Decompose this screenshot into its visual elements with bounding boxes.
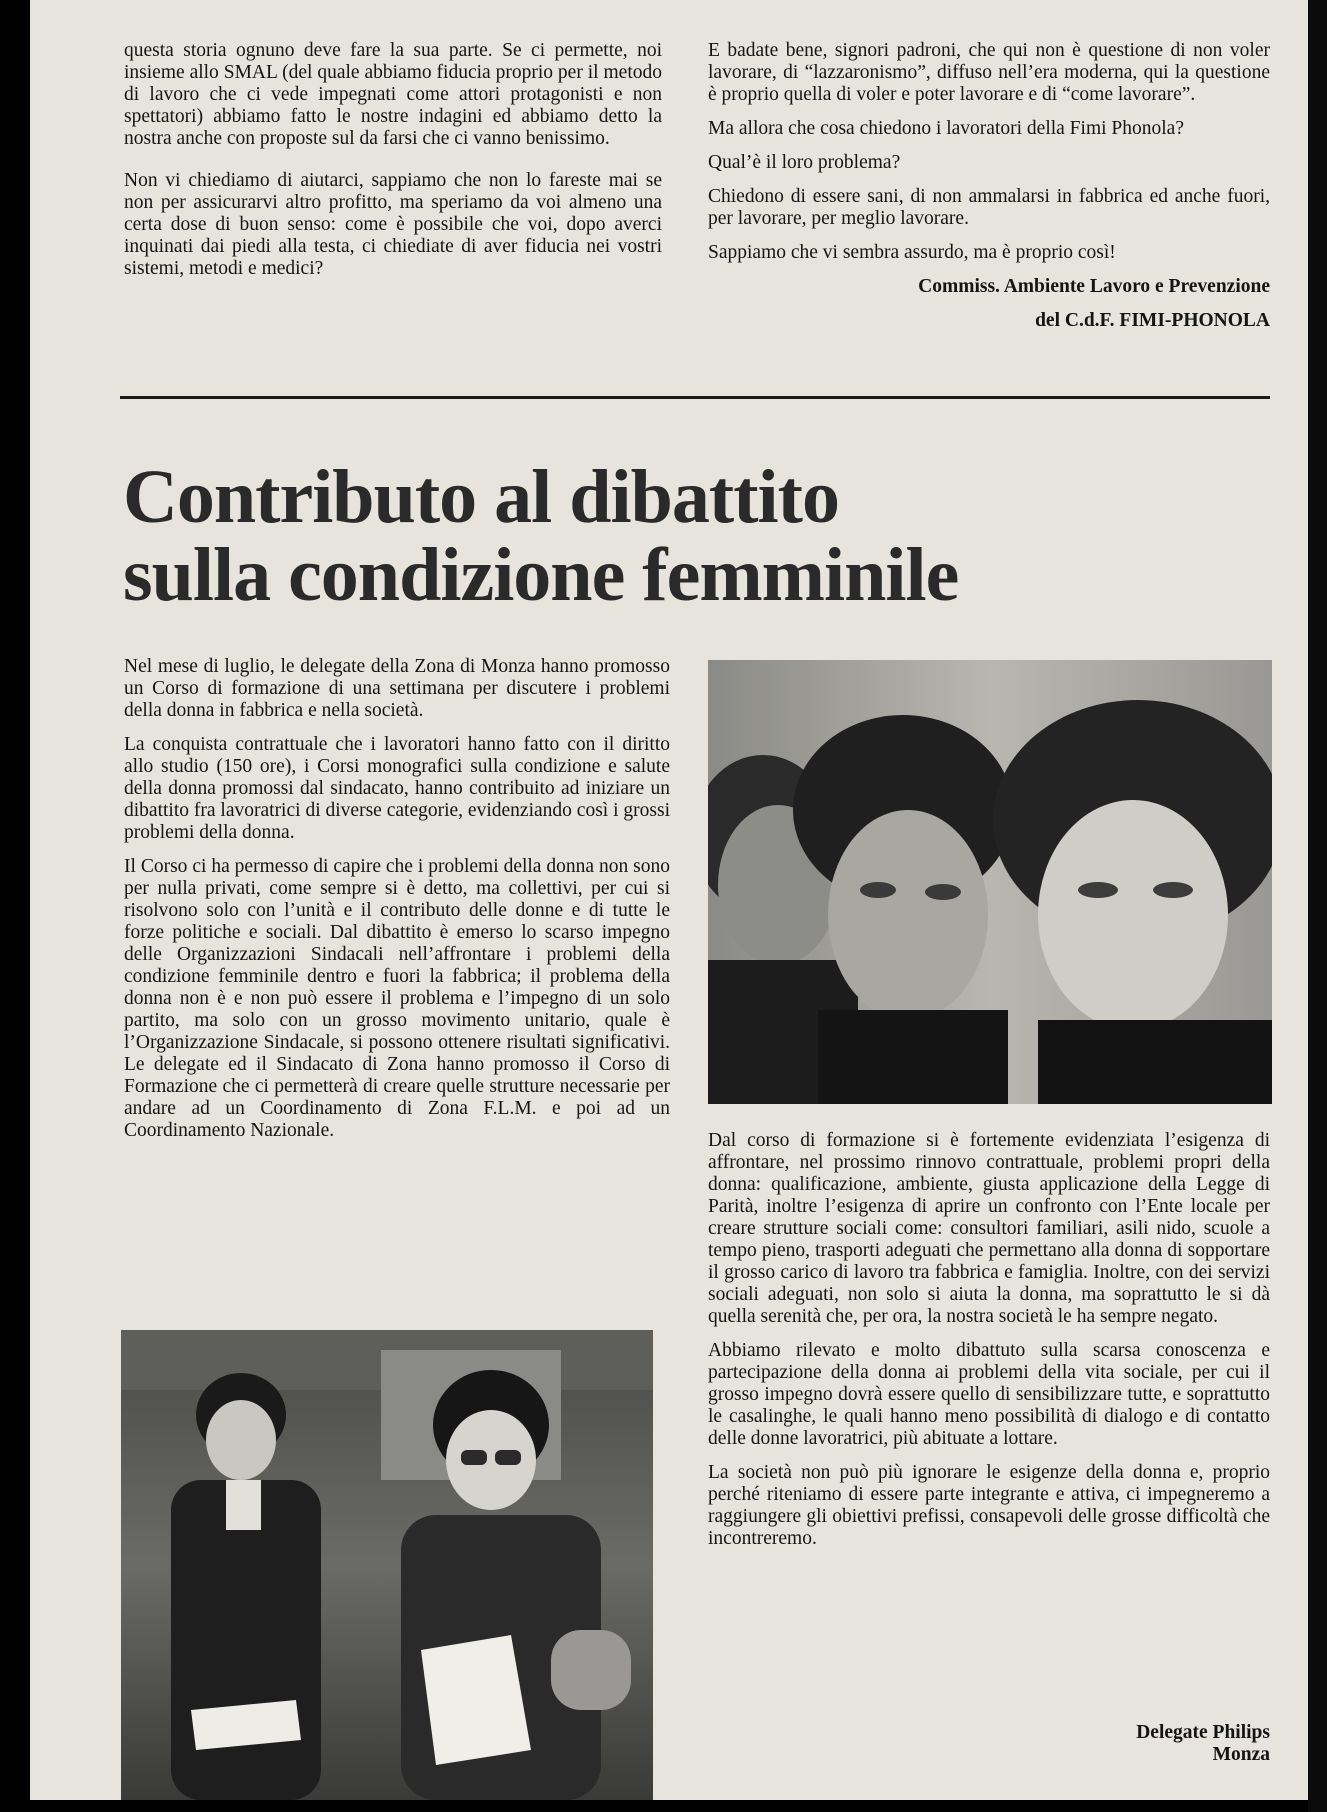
article-signature-line-1: Delegate Philips xyxy=(1136,1722,1270,1743)
article-signature-line-2: Monza xyxy=(1212,1744,1270,1765)
article-title xyxy=(123,455,1273,617)
photo-three-women-image xyxy=(708,660,1272,1104)
article-right-paragraph-2: Abbiamo rilevato e molto dibattuto sulla scarsa conoscenza e partecipazione della donna ai problemi della vita sociale, per cui il grosso impegno dovrà essere quello di sensibilizzare tutte, e soprattutto le casalinghe, le quali hanno meno possibilità di dialogo e di contatto delle donne lavoratrici, più abituate a lottare. xyxy=(708,1340,1270,1449)
article-left-paragraph-1: Nel mese di luglio, le delegate della Zona di Monza hanno promosso un Corso di formazione di una settimana per discutere i problemi della donna in fabbrica e nella società. xyxy=(124,656,670,721)
magazine-page xyxy=(30,0,1308,1800)
article-signature xyxy=(1030,1722,1270,1766)
article-title-line-2: sulla condizione femminile xyxy=(123,533,959,617)
photo-women-walking-image xyxy=(121,1330,653,1800)
top-right-paragraph-1: E badate bene, signori padroni, che qui non è questione di non voler lavorare, di “lazzaronismo”, diffuso nell’era moderna, qui la questione è proprio quella di voler e poter lavorare e di “come lavorare”. xyxy=(708,40,1270,105)
photo-women-walking xyxy=(121,1330,653,1800)
top-signature-line-1: Commiss. Ambiente Lavoro e Prevenzione xyxy=(918,276,1270,297)
top-right-paragraph-3: Qual’è il loro problema? xyxy=(708,152,901,173)
photo-three-women xyxy=(708,660,1272,1104)
top-signature-line-2: del C.d.F. FIMI-PHONOLA xyxy=(1035,310,1270,331)
article-left-paragraph-3: Il Corso ci ha permesso di capire che i problemi della donna non sono per nulla privati, come sempre si è detto, ma collettivi, per cui si risolvono solo con l’unità e il contributo delle donne e di tutte le forze politiche e sociali. Dal dibattito è emerso lo scarso impegno delle Organizzazioni Sindacali nell’affrontare i problemi della condizione femminile dentro e fuori la fabbrica; il problema della donna non è e non può essere il problema e l’impegno di un solo partito, ma solo con un grosso movimento unitario, quale è l’Organizzazione Sindacale, si possono ottenere risultati significativi. Le delegate ed il Sindacato di Zona hanno promosso il Corso di Formazione che ci permetterà di creare quelle strutture necessarie per andare ad un Coordinamento di Zona F.L.M. e poi ad un Coordinamento Nazionale. xyxy=(124,856,670,1141)
top-right-paragraph-2: Ma allora che cosa chiedono i lavoratori della Fimi Phonola? xyxy=(708,118,1184,139)
top-right-column xyxy=(708,40,1270,344)
article-right-paragraph-3: La società non può più ignorare le esigenze della donna e, proprio perché riteniamo di essere parte integrante e attiva, ci impegneremo a raggiungere gli obiettivi prefissi, consapevoli delle grosse difficoltà che incontreremo. xyxy=(708,1462,1270,1549)
top-right-paragraph-4: Chiedono di essere sani, di non ammalarsi in fabbrica ed anche fuori, per lavorare, per meglio lavorare. xyxy=(708,186,1270,229)
section-divider xyxy=(120,396,1270,399)
article-right-column xyxy=(708,1130,1270,1562)
article-right-paragraph-1: Dal corso di formazione si è fortemente evidenziata l’esigenza di affrontare, nel prossimo rinnovo contrattuale, problemi propri della donna: qualificazione, ambiente, giusta applicazione della Legge di Parità, inoltre l’esigenza di aprire un confronto con l’Ente locale per creare strutture sociali come: consultori familiari, asili nido, scuole a tempo pieno, trasporti adeguati che permettano alla donna di sopportare il grosso carico di lavoro tra fabbrica e famiglia. Inoltre, con dei servizi sociali adeguati, non solo si aiuta la donna, ma soprattutto le si dà quella serenità che, per ora, la nostra società le ha sempre negato. xyxy=(708,1130,1270,1327)
article-left-column xyxy=(124,656,670,1154)
page-edge xyxy=(1308,0,1327,1812)
top-left-paragraph-2: Non vi chiediamo di aiutarci, sappiamo che non lo fareste mai se non per assicurarvi altro profitto, ma speriamo da voi almeno una certa dose di buon senso: come è possibile che voi, dopo averci inquinati dai piedi alla testa, ci chiediate di aver fiducia nei vostri sistemi, metodi e medici? xyxy=(124,170,662,279)
article-left-paragraph-2: La conquista contrattuale che i lavoratori hanno fatto con il diritto allo studio (150 ore), i Corsi monografici sulla condizione e salute della donna promossi dal sindacato, hanno contribuito ad iniziare un dibattito fra lavoratrici di diverse categorie, evidenziando così i grossi problemi della donna. xyxy=(124,734,670,843)
top-left-paragraph-1: questa storia ognuno deve fare la sua parte. Se ci permette, noi insieme allo SMAL (del quale abbiamo fiducia proprio per il metodo di lavoro che ci vede impegnati come attori protagonisti e non spettatori) abbiamo fatto le nostre indagini ed abbiamo detto la nostra anche con proposte sul da farsi che ci vanno benissimo. xyxy=(124,40,662,149)
article-title-line-1: Contributo al dibattito xyxy=(123,455,839,539)
top-right-paragraph-5: Sappiamo che vi sembra assurdo, ma è proprio così! xyxy=(708,242,1116,263)
top-left-column xyxy=(124,40,662,292)
